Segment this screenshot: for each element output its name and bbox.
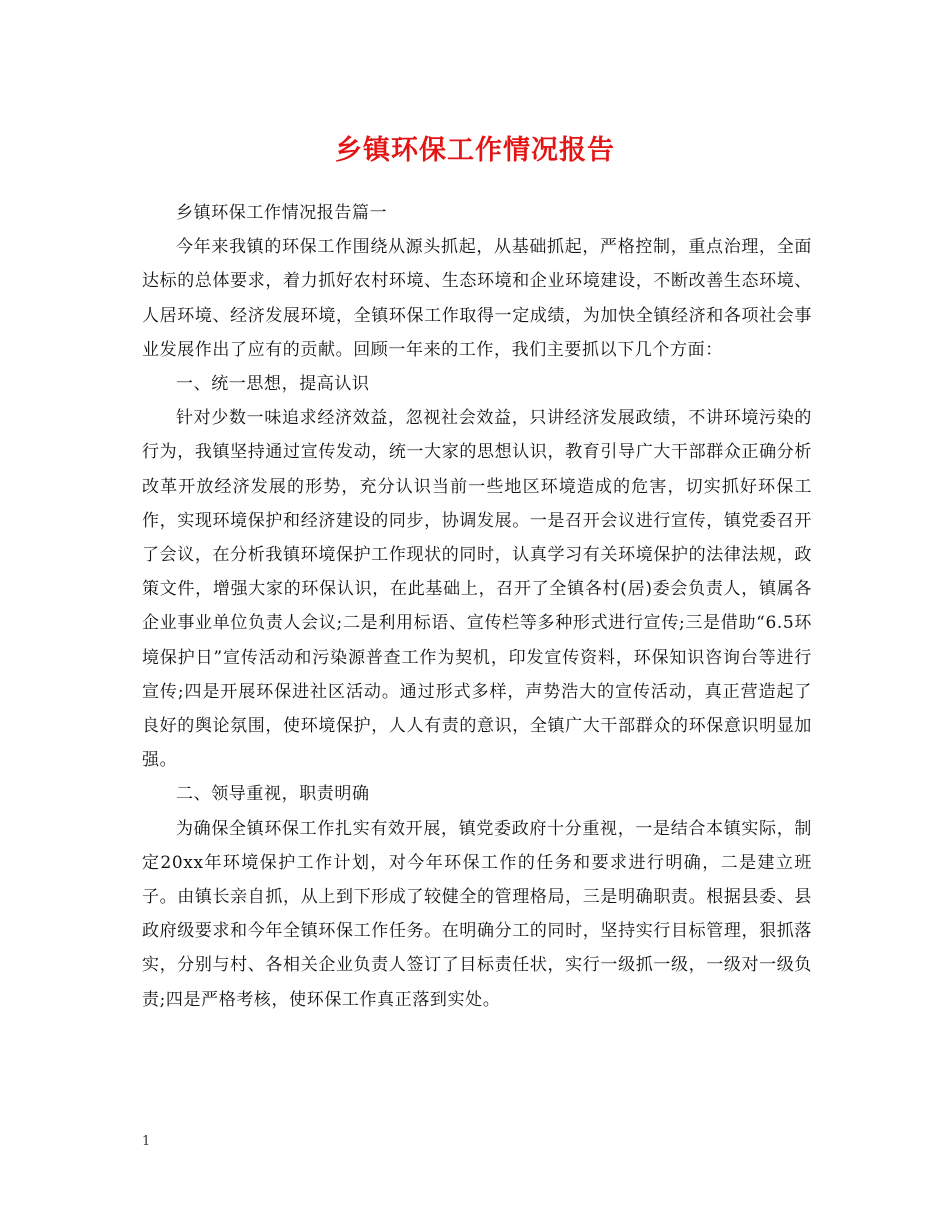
paragraph-intro: 今年来我镇的环保工作围绕从源头抓起，从基础抓起，严格控制，重点治理，全面达标的总体要求，着力抓好农村环境、生态环境和企业环境建设，不断改善生态环境、人居环境、经济发展环境，全镇环保工作取得一定成绩，为加快全镇经济和各项社会事业发展作出了应有的贡献。回顾一年来的工作，我们主要抓以下几个方面： bbox=[142, 237, 812, 360]
section-heading-report: 乡镇环保工作情况报告篇一 bbox=[176, 203, 388, 223]
section-heading-1: 一、统一思想，提高认识 bbox=[176, 374, 370, 395]
paragraph-section-1: 针对少数一味追求经济效益，忽视社会效益，只讲经济发展政绩，不讲环境污染的行为，我镇坚持通过宣传发动，统一大家的思想认识，教育引导广大干部群众正确分析改革开放经济发展的形势，充分认识当前一些地区环境造成的危害，切实抓好环保工作，实现环境保护和经济建设的同步，协调发展。一是召开会议进行宣传，镇党委召开了会议，在分析我镇环境保护工作现状的同时，认真学习有关环境保护的法律法规，政策文件，增强大家的环保认识，在此基础上，召开了全镇各村(居)委会负责人，镇属各企业事业单位负责人会议;二是利用标语、宣传栏等多种形式进行宣传;三是借助“6.5环境保护日”宣传活动和污染源普查工作为契机，印发宣传资料，环保知识咨询台等进行宣传;四是开展环保进社区活动。通过形式多样，声势浩大的宣传活动，真正营造起了良好的舆论氛围，使环境保护，人人有责的意识，全镇广大干部群众的环保意识明显加强。 bbox=[142, 408, 812, 771]
page-number: 1 bbox=[142, 1134, 151, 1149]
paragraph-section-2: 为确保全镇环保工作扎实有效开展，镇党委政府十分重视，一是结合本镇实际，制定20xx年环境保护工作计划，对今年环保工作的任务和要求进行明确，二是建立班子。由镇长亲自抓，从上到下形成了较健全的管理格局，三是明确职责。根据县委、县政府级要求和今年全镇环保工作任务。在明确分工的同时，坚持实行目标管理，狠抓落实，分别与村、各相关企业负责人签订了目标责任状，实行一级抓一级，一级对一级负责;四是严格考核，使环保工作真正落到实处。 bbox=[142, 818, 812, 1010]
document-title: 乡镇环保工作情况报告 bbox=[335, 135, 615, 166]
section-heading-2: 二、领导重视，职责明确 bbox=[176, 784, 370, 805]
document-body bbox=[142, 196, 812, 1017]
